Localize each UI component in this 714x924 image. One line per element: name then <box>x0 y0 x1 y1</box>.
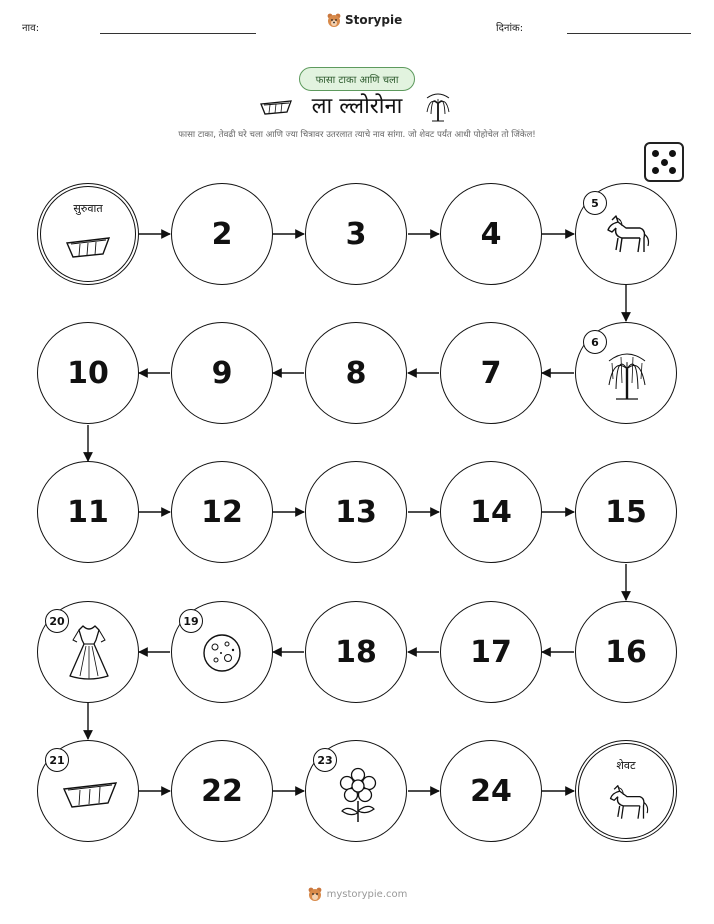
space-number: 2 <box>211 216 233 252</box>
name-label: नाव: <box>22 23 40 34</box>
willow-tree-icon <box>604 349 650 401</box>
finish-space[interactable] <box>575 740 677 842</box>
board-space-12[interactable] <box>171 461 273 563</box>
space-number: 10 <box>67 355 109 391</box>
board-space-17[interactable] <box>440 601 542 703</box>
space-number: 7 <box>480 355 502 391</box>
space-number: 16 <box>605 634 647 670</box>
space-number: 4 <box>480 216 502 252</box>
space-number: 3 <box>345 216 367 252</box>
space-number: 14 <box>470 494 512 530</box>
start-space[interactable] <box>37 183 139 285</box>
board-space-7[interactable] <box>440 322 542 424</box>
space-badge-5: 5 <box>583 191 607 215</box>
space-number: 9 <box>211 355 233 391</box>
footer-site-link[interactable]: mystorypie.com <box>326 888 408 900</box>
finish-caption: शेवट <box>616 759 636 772</box>
date-label: दिनांक: <box>496 23 524 34</box>
game-tag: फासा टाका आणि चला <box>299 67 415 91</box>
flower-icon <box>336 767 380 823</box>
space-badge-20: 20 <box>45 609 69 633</box>
space-number: 24 <box>470 773 512 809</box>
footer <box>0 886 714 902</box>
space-number: 12 <box>201 494 243 530</box>
dress-icon <box>68 624 110 682</box>
space-number: 18 <box>335 634 377 670</box>
board-space-13[interactable] <box>305 461 407 563</box>
instructions-text: फासा टाका, तेवढी घरे चला आणि ज्या चित्रावर उतरलात त्याचे नाव सांगा. जो शेवट पर्यंत आधी पोहोचेल तो जिंकेल! <box>178 130 536 140</box>
boat-icon <box>62 777 118 811</box>
board-space-24[interactable] <box>440 740 542 842</box>
brand-name: Storypie <box>345 13 403 27</box>
space-badge-6: 6 <box>583 330 607 354</box>
board-space-18[interactable] <box>305 601 407 703</box>
space-number: 22 <box>201 773 243 809</box>
board-space-10[interactable] <box>37 322 139 424</box>
space-number: 15 <box>605 494 647 530</box>
boat-icon <box>65 233 111 261</box>
board-space-9[interactable] <box>171 322 273 424</box>
space-number: 11 <box>67 494 109 530</box>
board-space-3[interactable] <box>305 183 407 285</box>
space-number: 17 <box>470 634 512 670</box>
horse-icon <box>603 782 651 826</box>
space-badge-23: 23 <box>313 748 337 772</box>
board-space-2[interactable] <box>171 183 273 285</box>
board-space-16[interactable] <box>575 601 677 703</box>
board-space-8[interactable] <box>305 322 407 424</box>
board-space-11[interactable] <box>37 461 139 563</box>
board-space-15[interactable] <box>575 461 677 563</box>
moon-icon <box>201 632 243 674</box>
space-badge-19: 19 <box>179 609 203 633</box>
board-space-4[interactable] <box>440 183 542 285</box>
board-space-14[interactable] <box>440 461 542 563</box>
bear-mascot-icon <box>307 886 323 902</box>
start-caption: सुरुवात <box>73 202 103 215</box>
board-space-22[interactable] <box>171 740 273 842</box>
page-title: ला ल्लोरोना <box>311 94 403 119</box>
horse-icon <box>600 212 652 260</box>
space-number: 8 <box>345 355 367 391</box>
space-number: 13 <box>335 494 377 530</box>
space-badge-21: 21 <box>45 748 69 772</box>
